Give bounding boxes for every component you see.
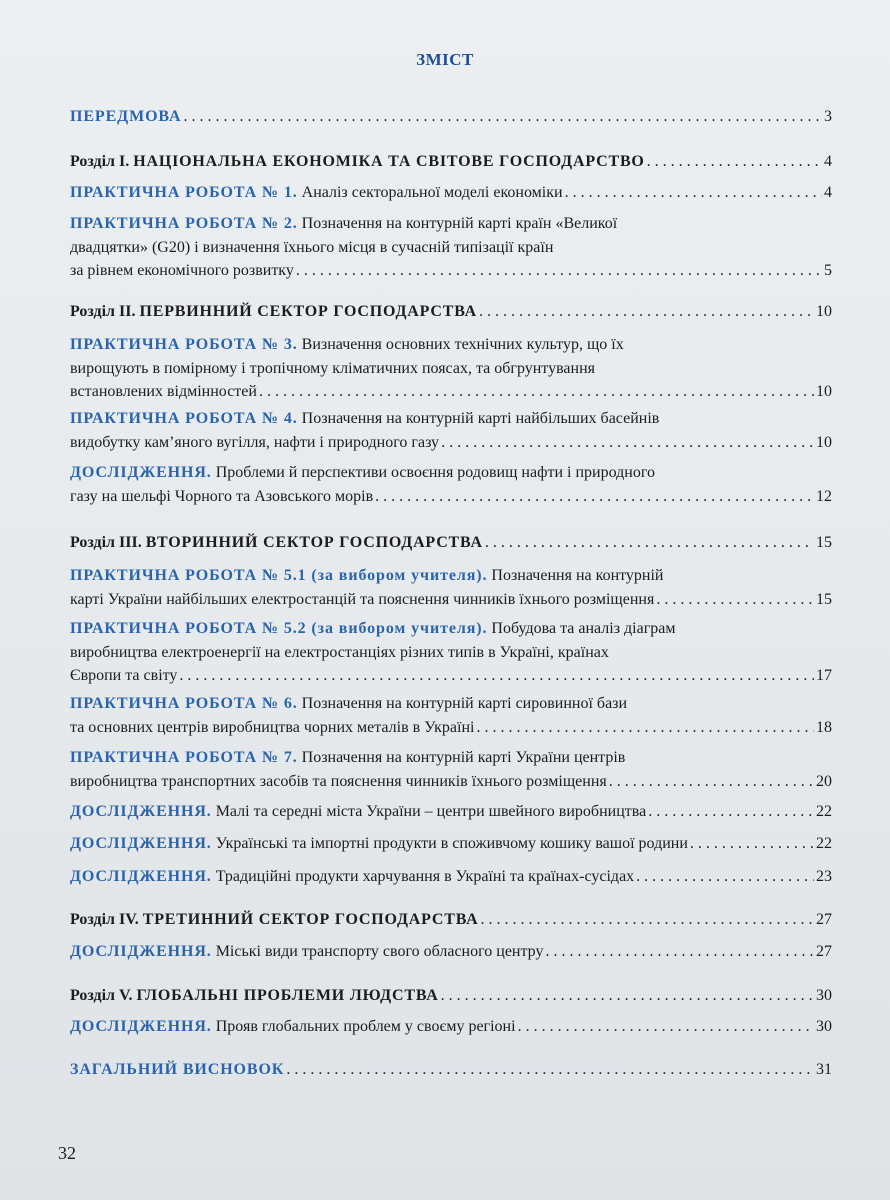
entry-text: Побудова та аналіз діаграм — [491, 620, 676, 637]
toc-entry-section-2[interactable] — [70, 300, 832, 324]
dot-leader — [648, 800, 814, 824]
toc-entry-practical-7[interactable] — [70, 746, 832, 793]
toc-entry-conclusion[interactable] — [70, 1058, 832, 1082]
dot-leader — [479, 300, 814, 324]
dot-leader — [286, 1058, 814, 1082]
page-ref: 17 — [816, 667, 832, 684]
page-ref: 27 — [816, 911, 832, 928]
toc-entry-section-3[interactable] — [70, 531, 832, 555]
entry-heading: ПРАКТИЧНА РОБОТА № 4. — [70, 410, 298, 427]
dot-leader — [179, 664, 814, 688]
entry-text: вирощують в помірному і тропічному кліматичних поясах, та обгрунтування — [70, 359, 596, 377]
entry-heading: ДОСЛІДЖЕННЯ. — [70, 943, 212, 960]
entry-heading: ДОСЛІДЖЕННЯ. — [70, 1018, 212, 1035]
toc-title: ЗМІСТ — [416, 50, 474, 69]
entry-text: Аналіз секторальної моделі економіки — [301, 184, 563, 201]
entry-text: Традиційні продукти харчування в Україні та країнах-сусідах — [215, 868, 635, 885]
entry-heading: ДОСЛІДЖЕННЯ. — [70, 464, 212, 481]
entry-heading: ДОСЛІДЖЕННЯ. — [70, 803, 212, 820]
page-ref: 23 — [816, 868, 832, 885]
page-ref: 10 — [816, 433, 832, 451]
entry-text: Проблеми й перспективи освоєння родовищ нафти і природного — [215, 464, 655, 481]
toc-entry-section-1[interactable] — [70, 150, 832, 174]
page-number: 32 — [58, 1143, 76, 1163]
toc-entry-practical-1[interactable] — [70, 181, 832, 205]
page-ref: 31 — [816, 1061, 832, 1078]
section-title: ТРЕТИННИЙ СЕКТОР ГОСПОДАРСТВА — [142, 911, 479, 928]
dot-leader — [183, 105, 822, 129]
section-title: НАЦІОНАЛЬНА ЕКОНОМІКА ТА СВІТОВЕ ГОСПОДАРСТВО — [133, 153, 645, 170]
dot-leader — [485, 531, 814, 555]
section-label: Розділ ІІ. — [70, 303, 136, 320]
page-ref: 12 — [816, 487, 832, 505]
toc-entry-research-3[interactable] — [70, 832, 832, 856]
toc-entry-practical-4[interactable] — [70, 407, 832, 454]
entry-heading: ПРАКТИЧНА РОБОТА № 2. — [70, 215, 298, 232]
section-title: ГЛОБАЛЬНІ ПРОБЛЕМИ ЛЮДСТВА — [136, 987, 439, 1004]
entry-heading: ПЕРЕДМОВА — [70, 108, 182, 125]
entry-text: Визначення основних технічних культур, що їх — [301, 336, 624, 353]
entry-text: Позначення на контурній карті України центрів — [301, 749, 626, 766]
entry-heading: ПРАКТИЧНА РОБОТА № 3. — [70, 336, 298, 353]
dot-leader — [481, 908, 814, 932]
entry-heading: ПРАКТИЧНА РОБОТА № 7. — [70, 749, 298, 766]
page-ref: 30 — [816, 1018, 832, 1035]
page-ref: 5 — [824, 262, 832, 279]
page-ref: 27 — [816, 943, 832, 960]
entry-text: за рівнем економічного розвитку — [70, 262, 294, 279]
page-ref: 22 — [816, 835, 832, 852]
entry-text: Позначення на контурній карті найбільших басейнів — [301, 410, 660, 427]
entry-text: карті України найбільших електростанцій та пояснення чинників їхнього розміщення — [70, 590, 655, 608]
page-ref: 18 — [816, 718, 832, 736]
dot-leader — [656, 588, 814, 612]
dot-leader — [609, 770, 814, 794]
entry-text: Українські та імпортні продукти в споживчому кошику вашої родини — [215, 835, 688, 852]
section-label: Розділ V. — [70, 987, 133, 1004]
dot-leader — [565, 181, 822, 205]
dot-leader — [636, 865, 814, 889]
entry-text: Позначення на контурній карті сировинної бази — [301, 695, 628, 712]
toc-entry-section-4[interactable] — [70, 908, 832, 932]
entry-heading: ПРАКТИЧНА РОБОТА № 5.2 (за вибором учителя). — [70, 620, 488, 637]
dot-leader — [690, 832, 814, 856]
toc-entry-practical-5-1[interactable] — [70, 564, 832, 611]
entry-text: двадцятки» (G20) і визначення їхнього місця в сучасній типізації країн — [70, 238, 554, 256]
entry-text: та основних центрів виробництва чорних металів в Україні — [70, 718, 475, 736]
entry-text: видобутку кам’яного вугілля, нафти і природного газу — [70, 433, 440, 451]
entry-heading: ЗАГАЛЬНИЙ ВИСНОВОК — [70, 1061, 285, 1078]
dot-leader — [296, 259, 822, 283]
section-label: Розділ І. — [70, 153, 130, 170]
toc-entry-research-6[interactable] — [70, 1015, 832, 1039]
entry-text: газу на шельфі Чорного та Азовського морів — [70, 487, 374, 505]
section-title: ВТОРИННИЙ СЕКТОР ГОСПОДАРСТВА — [145, 534, 483, 551]
toc-entry-preface[interactable] — [70, 105, 832, 129]
entry-text: встановлених відмінностей — [70, 383, 257, 400]
page-ref: 15 — [816, 590, 832, 608]
section-label: Розділ ІІІ. — [70, 534, 142, 551]
entry-text: виробництва транспортних засобів та пояснення чинників їхнього розміщення — [70, 772, 607, 790]
toc-entry-research-2[interactable] — [70, 800, 832, 824]
toc-entry-practical-3[interactable] — [70, 333, 832, 404]
section-label: Розділ IV. — [70, 911, 139, 928]
toc-entry-section-5[interactable] — [70, 984, 832, 1008]
entry-text: Позначення на контурній карті країн «Великої — [301, 215, 618, 232]
toc-entry-research-4[interactable] — [70, 865, 832, 889]
entry-heading: ПРАКТИЧНА РОБОТА № 1. — [70, 184, 298, 201]
dot-leader — [545, 940, 814, 964]
entry-text: Малі та середні міста України – центри швейного виробництва — [215, 803, 647, 820]
entry-text: Європи та світу — [70, 667, 178, 684]
page-ref: 4 — [824, 153, 832, 170]
dot-leader — [441, 984, 814, 1008]
toc-entry-practical-6[interactable] — [70, 692, 832, 739]
page-ref: 30 — [816, 987, 832, 1004]
entry-heading: ПРАКТИЧНА РОБОТА № 6. — [70, 695, 298, 712]
dot-leader — [476, 716, 814, 740]
page-ref: 10 — [816, 303, 832, 320]
page-ref: 4 — [824, 184, 832, 201]
dot-leader — [259, 380, 814, 404]
entry-heading: ДОСЛІДЖЕННЯ. — [70, 868, 212, 885]
entry-heading: ПРАКТИЧНА РОБОТА № 5.1 (за вибором учителя). — [70, 567, 488, 584]
dot-leader — [441, 431, 814, 455]
page-ref: 10 — [816, 383, 832, 400]
section-title: ПЕРВИННИЙ СЕКТОР ГОСПОДАРСТВА — [139, 303, 478, 320]
toc-entry-research-5[interactable] — [70, 940, 832, 964]
dot-leader — [375, 485, 814, 509]
page-ref: 15 — [816, 534, 832, 551]
page-ref: 22 — [816, 803, 832, 820]
dot-leader — [647, 150, 822, 174]
entry-text: Міські види транспорту свого обласного центру — [215, 943, 544, 960]
entry-text: Позначення на контурній — [491, 567, 664, 584]
entry-text: Прояв глобальних проблем у своєму регіоні — [215, 1018, 516, 1035]
toc-entry-practical-2[interactable] — [70, 212, 832, 283]
page-ref: 3 — [824, 108, 832, 125]
toc-entry-research-1[interactable] — [70, 461, 832, 508]
page-ref: 20 — [816, 772, 832, 790]
entry-heading: ДОСЛІДЖЕННЯ. — [70, 835, 212, 852]
toc-entry-practical-5-2[interactable] — [70, 617, 832, 688]
dot-leader — [518, 1015, 814, 1039]
entry-text: виробництва електроенергії на електростанціях різних типів в Україні, країнах — [70, 643, 609, 661]
